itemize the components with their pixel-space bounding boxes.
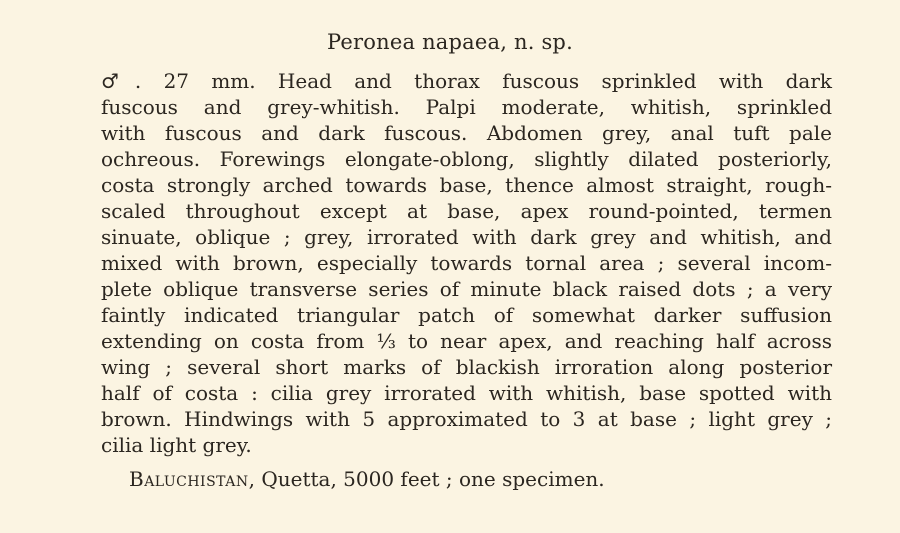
description-line-8: mixed with brown, especially towards tornal area ; several incom- [101, 251, 832, 275]
description-line-14: brown. Hindwings with 5 approximated to 3 at base ; light grey ; [101, 407, 832, 431]
description-line-4: ochreous. Forewings elongate-oblong, slightly dilated posteriorly, [101, 147, 832, 171]
description-line-5: costa strongly arched towards base, thence almost straight, rough- [101, 173, 832, 197]
description-line-3: with fuscous and dark fuscous. Abdomen grey, anal tuft pale [101, 121, 832, 145]
locality-details: , Quetta, 5000 feet ; one specimen. [248, 467, 605, 491]
description-line-1: ♂. 27 mm. Head and thorax fuscous sprinkled with dark [101, 69, 832, 93]
description-line-15: cilia light grey. [101, 433, 252, 457]
locality-line [129, 466, 829, 492]
description-line-13: half of costa : cilia grey irrorated with whitish, base spotted with [101, 381, 832, 405]
description-line-9: plete oblique transverse series of minute black raised dots ; a very [101, 277, 832, 301]
description-line-6: scaled throughout except at base, apex round-pointed, termen [101, 199, 832, 223]
description-line-7: sinuate, oblique ; grey, irrorated with dark grey and whitish, and [101, 225, 832, 249]
description-line-2: fuscous and grey-whitish. Palpi moderate, whitish, sprinkled [101, 95, 832, 119]
description-line-10: faintly indicated triangular patch of somewhat darker suffusion [101, 303, 832, 327]
species-title: Peronea napaea, n. sp. [327, 30, 573, 54]
description-line-12: wing ; several short marks of blackish irroration along posterior [101, 355, 832, 379]
locality-region: Baluchistan [129, 467, 249, 491]
description-line-11: extending on costa from ⅓ to near apex, and reaching half across [101, 329, 832, 353]
